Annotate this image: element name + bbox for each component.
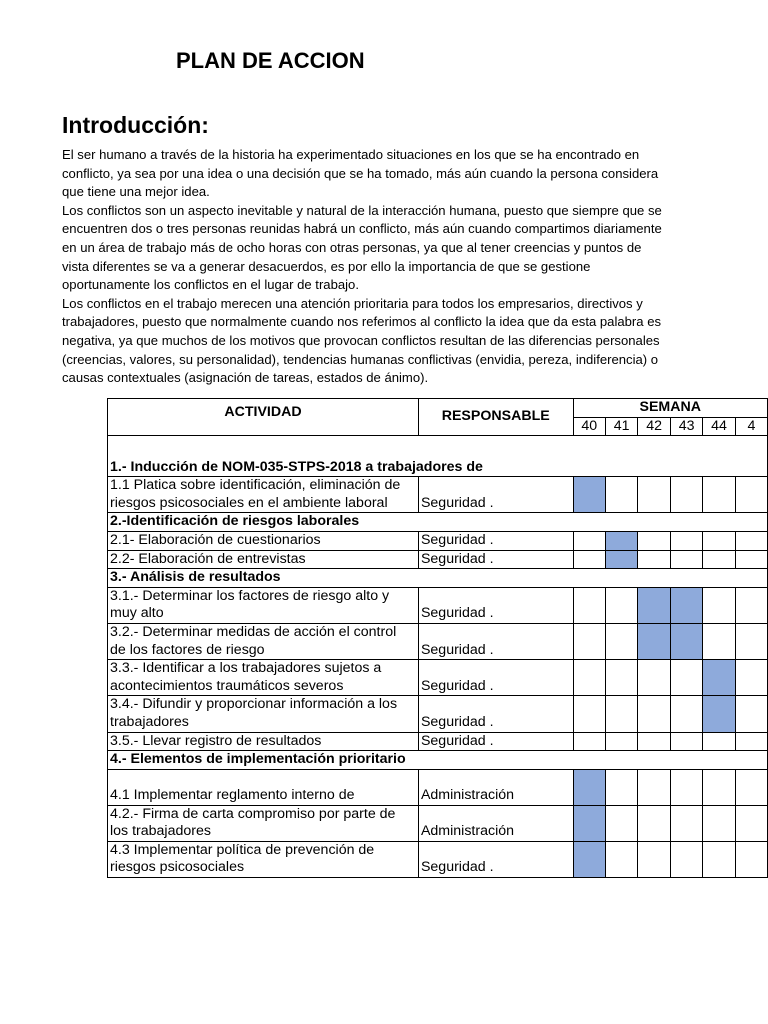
week-cell <box>605 805 637 841</box>
responsible-cell: Seguridad . <box>418 550 573 569</box>
week-cell <box>573 660 605 696</box>
header-activity: ACTIVIDAD <box>108 399 419 436</box>
week-header: 42 <box>638 417 670 436</box>
week-cell <box>573 550 605 569</box>
week-cell-active <box>573 477 605 513</box>
week-cell <box>638 477 670 513</box>
week-cell <box>703 769 735 805</box>
responsible-cell: Seguridad . <box>418 732 573 751</box>
document-title: PLAN DE ACCION <box>176 48 365 73</box>
task-row <box>108 587 768 623</box>
task-row <box>108 841 768 877</box>
paragraph-1: El ser humano a través de la historia ha experimentado situaciones en los que se ha encontrado en conflicto, ya sea por una idea o una decisión que se ha tomado, más aún cuando la persona considera que tiene una mejor idea. <box>62 147 659 200</box>
responsible-cell: Seguridad . <box>418 660 573 696</box>
task-row <box>108 623 768 659</box>
week-cell <box>703 732 735 751</box>
week-cell <box>605 841 637 877</box>
section-row <box>108 436 768 477</box>
section-row <box>108 569 768 588</box>
week-cell <box>573 623 605 659</box>
week-cell <box>670 769 702 805</box>
week-cell-active <box>703 660 735 696</box>
week-cell <box>703 805 735 841</box>
week-cell-active <box>573 841 605 877</box>
week-cell <box>638 805 670 841</box>
week-cell <box>605 587 637 623</box>
task-row <box>108 660 768 696</box>
section-row <box>108 513 768 532</box>
section-row <box>108 751 768 770</box>
activity-cell: 3.2.- Determinar medidas de acción el control de los factores de riesgo <box>108 623 419 659</box>
week-cell-active <box>703 696 735 732</box>
week-cell <box>735 805 767 841</box>
week-cell-active <box>638 587 670 623</box>
week-cell <box>573 732 605 751</box>
activity-cell: 3.1.- Determinar los factores de riesgo alto y muy alto <box>108 587 419 623</box>
week-cell <box>670 732 702 751</box>
week-cell-active <box>573 769 605 805</box>
paragraph-2: Los conflictos son un aspecto inevitable y natural de la interacción humana, puesto que siempre que se encuentren dos o tres personas reunidas habrá un conflicto, más aún cuando compartimos diariamente en un área de trabajo más de ocho horas con otras personas, ya que al tener creencias y puntos de vista diferentes se va a generar desacuerdos, es por ello la importancia de que se gestione oportunamente los conflictos en el lugar de trabajo. <box>62 202 662 293</box>
week-cell <box>670 841 702 877</box>
activity-cell: 1.1 Platica sobre identificación, eliminación de riesgos psicosociales en el ambiente laboral <box>108 477 419 513</box>
task-row <box>108 732 768 751</box>
week-cell <box>605 696 637 732</box>
week-cell <box>735 587 767 623</box>
activity-cell: 2.2- Elaboración de entrevistas <box>108 550 419 569</box>
task-row <box>108 696 768 732</box>
week-cell <box>735 660 767 696</box>
task-row <box>108 550 768 569</box>
responsible-cell: Seguridad . <box>418 696 573 732</box>
week-cell <box>605 623 637 659</box>
week-cell <box>638 769 670 805</box>
task-row <box>108 531 768 550</box>
paragraph-3: Los conflictos en el trabajo merecen una atención prioritaria para todos los empresarios, directivos y trabajadores, puesto que normalmente cuando nos referimos al conflicto la idea que da esta palabra es negativa, ya que muchos de los motivos que provocan conflictos resultan de las diferencias personales (creencias, valores, su personalidad), tendencias humanas conflictivas (envidia, pereza, indiferencia) o causas contextuales (asignación de tareas, estados de ánimo). <box>62 295 662 386</box>
week-cell <box>735 696 767 732</box>
week-cell-active <box>605 531 637 550</box>
week-cell-active <box>605 550 637 569</box>
week-cell <box>605 769 637 805</box>
week-cell-active <box>670 587 702 623</box>
week-cell <box>670 531 702 550</box>
task-row <box>108 769 768 805</box>
week-cell <box>703 623 735 659</box>
week-cell <box>573 696 605 732</box>
activity-cell: 3.5.- Llevar registro de resultados <box>108 732 419 751</box>
task-row <box>108 477 768 513</box>
task-row <box>108 805 768 841</box>
week-cell <box>735 732 767 751</box>
responsible-cell: Administración <box>418 769 573 805</box>
activity-cell: 3.4.- Difundir y proporcionar información a los trabajadores <box>108 696 419 732</box>
week-cell <box>703 531 735 550</box>
week-cell-active <box>638 623 670 659</box>
week-cell <box>670 660 702 696</box>
activity-cell: 4.1 Implementar reglamento interno de <box>108 769 419 805</box>
activity-cell: 4.3 Implementar política de prevención de riesgos psicosociales <box>108 841 419 877</box>
introduction-heading: Introducción: <box>62 112 209 138</box>
week-header: 43 <box>670 417 702 436</box>
activity-cell: 3.3.- Identificar a los trabajadores sujetos a acontecimientos traumáticos severos <box>108 660 419 696</box>
section-title: 2.-Identificación de riesgos laborales <box>108 513 768 532</box>
week-cell <box>670 477 702 513</box>
week-cell <box>735 550 767 569</box>
week-header: 41 <box>605 417 637 436</box>
week-cell <box>703 477 735 513</box>
header-week: SEMANA <box>573 399 768 418</box>
week-cell <box>735 477 767 513</box>
activity-cell: 4.2.- Firma de carta compromiso por parte de los trabajadores <box>108 805 419 841</box>
week-cell <box>638 732 670 751</box>
week-cell-active <box>670 623 702 659</box>
section-title: 4.- Elementos de implementación prioritario <box>108 751 768 770</box>
introduction-text <box>62 146 668 388</box>
responsible-cell: Seguridad . <box>418 531 573 550</box>
week-cell <box>573 531 605 550</box>
responsible-cell: Seguridad . <box>418 587 573 623</box>
week-cell <box>638 660 670 696</box>
week-cell <box>638 531 670 550</box>
week-header: 44 <box>703 417 735 436</box>
week-cell <box>670 696 702 732</box>
week-cell <box>638 550 670 569</box>
week-cell <box>670 805 702 841</box>
responsible-cell: Seguridad . <box>418 477 573 513</box>
week-cell <box>703 550 735 569</box>
responsible-cell: Administración <box>418 805 573 841</box>
header-responsible: RESPONSABLE <box>418 399 573 436</box>
week-cell-active <box>573 805 605 841</box>
section-title: 1.- Inducción de NOM-035-STPS-2018 a trabajadores de <box>108 436 768 477</box>
week-cell <box>703 841 735 877</box>
week-cell <box>638 696 670 732</box>
responsible-cell: Seguridad . <box>418 841 573 877</box>
week-cell <box>703 587 735 623</box>
week-cell <box>605 660 637 696</box>
week-cell <box>735 531 767 550</box>
week-cell <box>605 477 637 513</box>
week-cell <box>670 550 702 569</box>
week-cell <box>638 841 670 877</box>
action-plan-table <box>107 398 768 878</box>
section-title: 3.- Análisis de resultados <box>108 569 768 588</box>
week-cell <box>735 841 767 877</box>
week-cell <box>735 769 767 805</box>
week-cell <box>605 732 637 751</box>
week-cell <box>735 623 767 659</box>
responsible-cell: Seguridad . <box>418 623 573 659</box>
week-cell <box>573 587 605 623</box>
activity-cell: 2.1- Elaboración de cuestionarios <box>108 531 419 550</box>
week-header: 40 <box>573 417 605 436</box>
week-header: 4 <box>735 417 767 436</box>
